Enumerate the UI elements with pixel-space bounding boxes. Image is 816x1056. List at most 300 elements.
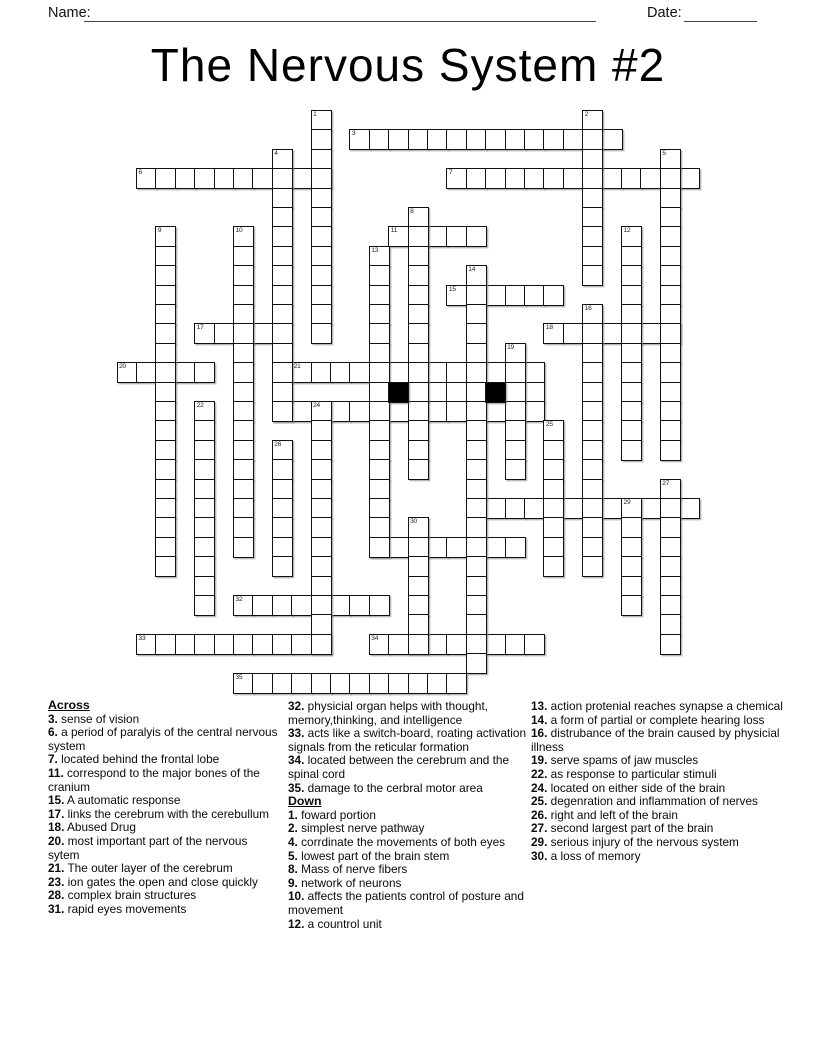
- grid-cell[interactable]: [582, 168, 603, 189]
- grid-cell[interactable]: [233, 362, 254, 383]
- grid-cell[interactable]: [408, 129, 429, 150]
- grid-cell[interactable]: [543, 537, 564, 558]
- grid-cell[interactable]: [311, 207, 332, 228]
- grid-cell[interactable]: [466, 459, 487, 480]
- grid-cell[interactable]: [233, 382, 254, 403]
- grid-cell[interactable]: [291, 634, 312, 655]
- grid-cell[interactable]: [505, 459, 526, 480]
- grid-cell[interactable]: [543, 479, 564, 500]
- grid-cell[interactable]: [155, 343, 176, 364]
- grid-cell[interactable]: [408, 382, 429, 403]
- grid-cell[interactable]: [505, 498, 526, 519]
- grid-cell[interactable]: [311, 265, 332, 286]
- grid-cell[interactable]: [252, 323, 273, 344]
- grid-cell[interactable]: [330, 401, 351, 422]
- grid-cell[interactable]: [233, 343, 254, 364]
- grid-cell[interactable]: [272, 149, 293, 170]
- grid-cell[interactable]: [194, 595, 215, 616]
- grid-cell[interactable]: [330, 595, 351, 616]
- grid-cell[interactable]: [602, 168, 623, 189]
- grid-cell[interactable]: [466, 382, 487, 403]
- grid-cell[interactable]: [582, 149, 603, 170]
- grid-cell[interactable]: [155, 323, 176, 344]
- grid-cell[interactable]: [466, 634, 487, 655]
- grid-cell[interactable]: [311, 537, 332, 558]
- grid-cell[interactable]: [582, 382, 603, 403]
- grid-cell[interactable]: [233, 459, 254, 480]
- grid-cell[interactable]: [408, 576, 429, 597]
- grid-cell[interactable]: [640, 498, 661, 519]
- grid-cell[interactable]: [369, 382, 390, 403]
- grid-cell[interactable]: [466, 129, 487, 150]
- grid-cell[interactable]: [369, 595, 390, 616]
- grid-cell[interactable]: [155, 304, 176, 325]
- grid-cell[interactable]: [640, 168, 661, 189]
- grid-cell[interactable]: [194, 479, 215, 500]
- grid-cell[interactable]: [369, 634, 390, 655]
- grid-cell[interactable]: [679, 168, 700, 189]
- grid-cell[interactable]: [621, 498, 642, 519]
- grid-cell[interactable]: [660, 576, 681, 597]
- grid-cell[interactable]: [408, 207, 429, 228]
- grid-cell[interactable]: [602, 323, 623, 344]
- grid-cell[interactable]: [563, 168, 584, 189]
- grid-cell[interactable]: [446, 401, 467, 422]
- grid-cell[interactable]: [505, 362, 526, 383]
- grid-cell[interactable]: [252, 595, 273, 616]
- grid-cell[interactable]: [602, 129, 623, 150]
- grid-cell[interactable]: [446, 362, 467, 383]
- grid-cell[interactable]: [233, 285, 254, 306]
- grid-cell[interactable]: [311, 459, 332, 480]
- grid-cell[interactable]: [660, 343, 681, 364]
- grid-cell[interactable]: [349, 401, 370, 422]
- grid-cell[interactable]: [311, 634, 332, 655]
- grid-cell[interactable]: [621, 362, 642, 383]
- grid-cell[interactable]: [466, 517, 487, 538]
- grid-cell[interactable]: [621, 401, 642, 422]
- grid-cell[interactable]: [563, 498, 584, 519]
- grid-cell[interactable]: [408, 537, 429, 558]
- grid-cell[interactable]: [485, 634, 506, 655]
- grid-cell[interactable]: [311, 517, 332, 538]
- grid-cell[interactable]: [485, 285, 506, 306]
- grid-cell[interactable]: [194, 168, 215, 189]
- grid-cell[interactable]: [582, 129, 603, 150]
- grid-cell[interactable]: [505, 343, 526, 364]
- grid-cell[interactable]: [272, 323, 293, 344]
- grid-cell[interactable]: [175, 362, 196, 383]
- grid-cell[interactable]: [272, 673, 293, 694]
- grid-cell[interactable]: [446, 634, 467, 655]
- grid-cell[interactable]: [660, 323, 681, 344]
- grid-cell[interactable]: [485, 129, 506, 150]
- grid-cell[interactable]: [582, 188, 603, 209]
- grid-cell[interactable]: [311, 149, 332, 170]
- grid-cell[interactable]: [408, 323, 429, 344]
- grid-cell[interactable]: [311, 440, 332, 461]
- grid-cell[interactable]: [660, 168, 681, 189]
- grid-cell[interactable]: [272, 517, 293, 538]
- grid-cell[interactable]: [311, 479, 332, 500]
- grid-cell[interactable]: [466, 440, 487, 461]
- grid-cell[interactable]: [660, 149, 681, 170]
- grid-cell[interactable]: [466, 401, 487, 422]
- grid-cell[interactable]: [291, 401, 312, 422]
- grid-cell[interactable]: [311, 129, 332, 150]
- grid-cell[interactable]: [388, 634, 409, 655]
- grid-cell[interactable]: [194, 440, 215, 461]
- grid-cell[interactable]: [388, 362, 409, 383]
- grid-cell[interactable]: [660, 537, 681, 558]
- grid-cell[interactable]: [155, 459, 176, 480]
- grid-cell[interactable]: [543, 440, 564, 461]
- grid-cell[interactable]: [155, 362, 176, 383]
- grid-cell[interactable]: [427, 401, 448, 422]
- grid-cell[interactable]: [621, 285, 642, 306]
- grid-cell[interactable]: [505, 420, 526, 441]
- grid-cell[interactable]: [369, 537, 390, 558]
- grid-cell[interactable]: [272, 556, 293, 577]
- grid-cell[interactable]: [446, 129, 467, 150]
- grid-cell[interactable]: [233, 440, 254, 461]
- grid-cell[interactable]: [408, 517, 429, 538]
- grid-cell[interactable]: [311, 110, 332, 131]
- grid-cell[interactable]: [524, 285, 545, 306]
- grid-cell[interactable]: [272, 537, 293, 558]
- grid-cell[interactable]: [388, 226, 409, 247]
- grid-cell[interactable]: [660, 517, 681, 538]
- grid-cell[interactable]: [466, 343, 487, 364]
- grid-cell[interactable]: [272, 440, 293, 461]
- grid-cell[interactable]: [505, 129, 526, 150]
- grid-cell[interactable]: [194, 517, 215, 538]
- grid-cell[interactable]: [311, 498, 332, 519]
- grid-cell[interactable]: [349, 673, 370, 694]
- grid-cell[interactable]: [660, 362, 681, 383]
- grid-cell[interactable]: [408, 440, 429, 461]
- grid-cell[interactable]: [427, 673, 448, 694]
- grid-cell[interactable]: [272, 343, 293, 364]
- grid-cell[interactable]: [660, 634, 681, 655]
- grid-cell[interactable]: [155, 265, 176, 286]
- grid-cell[interactable]: [582, 537, 603, 558]
- grid-cell[interactable]: [621, 382, 642, 403]
- grid-cell[interactable]: [602, 498, 623, 519]
- grid-cell[interactable]: [194, 420, 215, 441]
- grid-cell[interactable]: [621, 343, 642, 364]
- grid-cell[interactable]: [466, 556, 487, 577]
- grid-cell[interactable]: [330, 673, 351, 694]
- grid-cell[interactable]: [446, 226, 467, 247]
- grid-cell[interactable]: [369, 440, 390, 461]
- grid-cell[interactable]: [408, 673, 429, 694]
- grid-cell[interactable]: [427, 634, 448, 655]
- grid-cell[interactable]: [408, 362, 429, 383]
- grid-cell[interactable]: [408, 401, 429, 422]
- grid-cell[interactable]: [427, 129, 448, 150]
- grid-cell[interactable]: [369, 673, 390, 694]
- grid-cell[interactable]: [408, 634, 429, 655]
- grid-cell[interactable]: [311, 595, 332, 616]
- grid-cell[interactable]: [582, 420, 603, 441]
- grid-cell[interactable]: [272, 401, 293, 422]
- grid-cell[interactable]: [466, 362, 487, 383]
- grid-cell[interactable]: [291, 673, 312, 694]
- grid-cell[interactable]: [136, 168, 157, 189]
- grid-cell[interactable]: [311, 673, 332, 694]
- grid-cell[interactable]: [660, 498, 681, 519]
- grid-cell[interactable]: [466, 285, 487, 306]
- grid-cell[interactable]: [252, 634, 273, 655]
- grid-cell[interactable]: [660, 285, 681, 306]
- grid-cell[interactable]: [233, 537, 254, 558]
- grid-cell[interactable]: [466, 653, 487, 674]
- grid-cell[interactable]: [408, 459, 429, 480]
- grid-cell[interactable]: [582, 343, 603, 364]
- grid-cell[interactable]: [446, 537, 467, 558]
- grid-cell[interactable]: [369, 265, 390, 286]
- grid-cell[interactable]: [155, 498, 176, 519]
- grid-cell[interactable]: [369, 323, 390, 344]
- grid-cell[interactable]: [543, 420, 564, 441]
- grid-cell[interactable]: [272, 188, 293, 209]
- grid-cell[interactable]: [485, 498, 506, 519]
- grid-cell[interactable]: [505, 382, 526, 403]
- grid-cell[interactable]: [660, 440, 681, 461]
- grid-cell[interactable]: [660, 614, 681, 635]
- grid-cell[interactable]: [660, 304, 681, 325]
- grid-cell[interactable]: [621, 323, 642, 344]
- grid-cell[interactable]: [233, 168, 254, 189]
- grid-cell[interactable]: [679, 498, 700, 519]
- grid-cell[interactable]: [155, 556, 176, 577]
- grid-cell[interactable]: [272, 382, 293, 403]
- grid-cell[interactable]: [485, 362, 506, 383]
- grid-cell[interactable]: [582, 110, 603, 131]
- grid-cell[interactable]: [543, 517, 564, 538]
- grid-cell[interactable]: [272, 285, 293, 306]
- grid-cell[interactable]: [660, 556, 681, 577]
- grid-cell[interactable]: [582, 479, 603, 500]
- grid-cell[interactable]: [233, 634, 254, 655]
- grid-cell[interactable]: [311, 614, 332, 635]
- grid-cell[interactable]: [485, 168, 506, 189]
- grid-cell[interactable]: [311, 323, 332, 344]
- grid-cell[interactable]: [524, 498, 545, 519]
- grid-cell[interactable]: [369, 401, 390, 422]
- grid-cell[interactable]: [660, 246, 681, 267]
- grid-cell[interactable]: [543, 556, 564, 577]
- grid-cell[interactable]: [408, 595, 429, 616]
- grid-cell[interactable]: [311, 304, 332, 325]
- grid-cell[interactable]: [485, 537, 506, 558]
- grid-cell[interactable]: [388, 401, 409, 422]
- grid-cell[interactable]: [485, 401, 506, 422]
- grid-cell[interactable]: [505, 440, 526, 461]
- grid-cell[interactable]: [446, 673, 467, 694]
- grid-cell[interactable]: [660, 401, 681, 422]
- grid-cell[interactable]: [427, 382, 448, 403]
- grid-cell[interactable]: [505, 401, 526, 422]
- grid-cell[interactable]: [582, 207, 603, 228]
- grid-cell[interactable]: [466, 498, 487, 519]
- grid-cell[interactable]: [466, 168, 487, 189]
- grid-cell[interactable]: [175, 168, 196, 189]
- grid-cell[interactable]: [446, 285, 467, 306]
- grid-cell[interactable]: [155, 479, 176, 500]
- grid-cell[interactable]: [194, 323, 215, 344]
- grid-cell[interactable]: [194, 498, 215, 519]
- grid-cell[interactable]: [369, 479, 390, 500]
- grid-cell[interactable]: [543, 323, 564, 344]
- grid-cell[interactable]: [369, 517, 390, 538]
- grid-cell[interactable]: [408, 246, 429, 267]
- grid-cell[interactable]: [524, 168, 545, 189]
- grid-cell[interactable]: [466, 595, 487, 616]
- grid-cell[interactable]: [543, 129, 564, 150]
- grid-cell[interactable]: [621, 576, 642, 597]
- grid-cell[interactable]: [621, 168, 642, 189]
- grid-cell[interactable]: [233, 246, 254, 267]
- grid-cell[interactable]: [543, 285, 564, 306]
- grid-cell[interactable]: [155, 401, 176, 422]
- grid-cell[interactable]: [543, 459, 564, 480]
- grid-cell[interactable]: [252, 673, 273, 694]
- grid-cell[interactable]: [194, 576, 215, 597]
- grid-cell[interactable]: [369, 498, 390, 519]
- grid-cell[interactable]: [214, 323, 235, 344]
- grid-cell[interactable]: [466, 304, 487, 325]
- grid-cell[interactable]: [311, 420, 332, 441]
- grid-cell[interactable]: [194, 634, 215, 655]
- grid-cell[interactable]: [233, 226, 254, 247]
- grid-cell[interactable]: [155, 634, 176, 655]
- grid-cell[interactable]: [621, 246, 642, 267]
- grid-cell[interactable]: [194, 556, 215, 577]
- grid-cell[interactable]: [311, 362, 332, 383]
- grid-cell[interactable]: [408, 614, 429, 635]
- grid-cell[interactable]: [466, 537, 487, 558]
- grid-cell[interactable]: [330, 362, 351, 383]
- grid-cell[interactable]: [349, 362, 370, 383]
- grid-cell[interactable]: [621, 537, 642, 558]
- grid-cell[interactable]: [388, 537, 409, 558]
- grid-cell[interactable]: [621, 556, 642, 577]
- grid-cell[interactable]: [233, 323, 254, 344]
- grid-cell[interactable]: [427, 537, 448, 558]
- grid-cell[interactable]: [194, 362, 215, 383]
- grid-cell[interactable]: [524, 634, 545, 655]
- grid-cell[interactable]: [272, 459, 293, 480]
- grid-cell[interactable]: [311, 401, 332, 422]
- grid-cell[interactable]: [543, 168, 564, 189]
- grid-cell[interactable]: [408, 420, 429, 441]
- grid-cell[interactable]: [505, 537, 526, 558]
- grid-cell[interactable]: [582, 362, 603, 383]
- grid-cell[interactable]: [408, 265, 429, 286]
- grid-cell[interactable]: [640, 323, 661, 344]
- grid-cell[interactable]: [660, 265, 681, 286]
- grid-cell[interactable]: [582, 517, 603, 538]
- grid-cell[interactable]: [311, 576, 332, 597]
- grid-cell[interactable]: [427, 226, 448, 247]
- grid-cell[interactable]: [155, 168, 176, 189]
- grid-cell[interactable]: [136, 634, 157, 655]
- grid-cell[interactable]: [233, 595, 254, 616]
- grid-cell[interactable]: [155, 420, 176, 441]
- grid-cell[interactable]: [369, 129, 390, 150]
- grid-cell[interactable]: [466, 265, 487, 286]
- grid-cell[interactable]: [408, 285, 429, 306]
- grid-cell[interactable]: [660, 595, 681, 616]
- grid-cell[interactable]: [408, 304, 429, 325]
- grid-cell[interactable]: [233, 304, 254, 325]
- grid-cell[interactable]: [214, 634, 235, 655]
- grid-cell[interactable]: [233, 479, 254, 500]
- grid-cell[interactable]: [233, 498, 254, 519]
- grid-cell[interactable]: [272, 265, 293, 286]
- grid-cell[interactable]: [233, 265, 254, 286]
- grid-cell[interactable]: [233, 420, 254, 441]
- grid-cell[interactable]: [349, 129, 370, 150]
- grid-cell[interactable]: [563, 129, 584, 150]
- grid-cell[interactable]: [582, 304, 603, 325]
- grid-cell[interactable]: [311, 168, 332, 189]
- grid-cell[interactable]: [311, 188, 332, 209]
- grid-cell[interactable]: [660, 188, 681, 209]
- grid-cell[interactable]: [369, 362, 390, 383]
- grid-cell[interactable]: [369, 420, 390, 441]
- grid-cell[interactable]: [466, 323, 487, 344]
- grid-cell[interactable]: [272, 207, 293, 228]
- grid-cell[interactable]: [194, 401, 215, 422]
- grid-cell[interactable]: [155, 440, 176, 461]
- grid-cell[interactable]: [155, 517, 176, 538]
- grid-cell[interactable]: [233, 401, 254, 422]
- grid-cell[interactable]: [408, 556, 429, 577]
- grid-cell[interactable]: [466, 576, 487, 597]
- grid-cell[interactable]: [311, 226, 332, 247]
- grid-cell[interactable]: [582, 401, 603, 422]
- grid-cell[interactable]: [272, 498, 293, 519]
- grid-cell[interactable]: [311, 556, 332, 577]
- grid-cell[interactable]: [582, 556, 603, 577]
- grid-cell[interactable]: [427, 362, 448, 383]
- grid-cell[interactable]: [582, 323, 603, 344]
- grid-cell[interactable]: [194, 537, 215, 558]
- grid-cell[interactable]: [291, 595, 312, 616]
- grid-cell[interactable]: [621, 226, 642, 247]
- grid-cell[interactable]: [621, 304, 642, 325]
- grid-cell[interactable]: [505, 168, 526, 189]
- grid-cell[interactable]: [311, 246, 332, 267]
- grid-cell[interactable]: [408, 343, 429, 364]
- grid-cell[interactable]: [621, 440, 642, 461]
- grid-cell[interactable]: [369, 459, 390, 480]
- grid-cell[interactable]: [621, 517, 642, 538]
- grid-cell[interactable]: [369, 285, 390, 306]
- grid-cell[interactable]: [505, 285, 526, 306]
- grid-cell[interactable]: [272, 246, 293, 267]
- grid-cell[interactable]: [563, 323, 584, 344]
- grid-cell[interactable]: [582, 498, 603, 519]
- grid-cell[interactable]: [272, 595, 293, 616]
- grid-cell[interactable]: [272, 168, 293, 189]
- grid-cell[interactable]: [175, 634, 196, 655]
- grid-cell[interactable]: [136, 362, 157, 383]
- grid-cell[interactable]: [466, 479, 487, 500]
